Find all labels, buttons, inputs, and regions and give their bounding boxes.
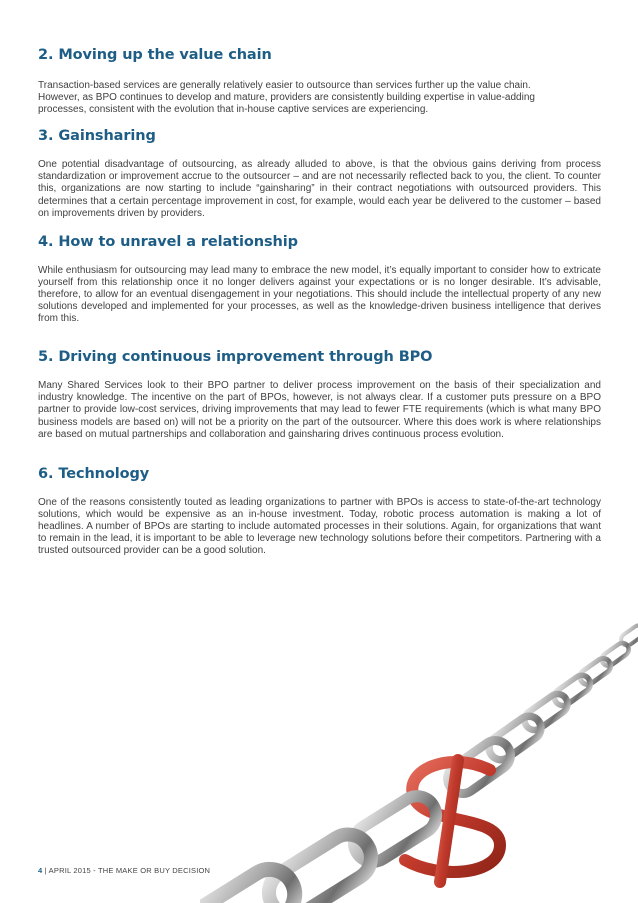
section-moving-up-value-chain bbox=[38, 47, 601, 116]
section-heading: 5. Driving continuous improvement through BPO bbox=[38, 349, 433, 366]
section-heading: 2. Moving up the value chain bbox=[38, 47, 272, 63]
section-heading: 4. How to unravel a relationship bbox=[38, 233, 298, 250]
page-footer bbox=[38, 866, 210, 875]
section-paragraph: Many Shared Services look to their BPO partner to deliver process improvement on the basis of their specialization and industry knowledge. The incentive on the part of BPOs, however, is not always clear. If a customer puts pressure on a BPO partner to provide low-cost services, driving improvements that may lead to fewer FTE requirements (which is what many BPO business models are based on) will not be a priority on the part of the outsourcer. Where this does work is where relationships are based on mutual partnerships and collaboration and gainsharing drives continuous process evolution. bbox=[38, 380, 601, 440]
section-paragraph: Transaction-based services are generally relatively easier to outsource than services further up the value chain. However, as BPO continues to develop and mature, providers are consistently building expertise in value-adding processes, consistent with the evolution that in-house captive services are experiencing. bbox=[38, 80, 535, 116]
section-heading: 3. Gainsharing bbox=[38, 128, 156, 145]
section-paragraph: While enthusiasm for outsourcing may lead many to embrace the new model, it’s equally important to consider how to extricate yourself from this relationship once it no longer delivers against your expectations or is no longer desirable. It’s advisable, therefore, to allow for an eventual disengagement in your negotiations. This should include the intellectual property of any new solutions developed and implemented for your processes, as well as the knowledge-driven business intelligence that derives from this. bbox=[38, 264, 601, 325]
section-continuous-improvement bbox=[38, 349, 601, 440]
chain-link-icon bbox=[442, 623, 638, 799]
section-gainsharing bbox=[38, 128, 601, 219]
page-number: 4 bbox=[38, 866, 43, 875]
section-paragraph: One of the reasons consistently touted as leading organizations to partner with BPOs is access to state-of-the-art technology solutions, which would be expensive as an in-house investment. Today, robotic process automation is making a lot of headlines. A number of BPOs are starting to include automated processes in their solutions. Again, for organizations that want to remain in the lead, it is important to be able to leverage new technology solutions before their competitors. Partnering with a trusted outsourced provider can be a good solution. bbox=[38, 496, 601, 557]
footer-text: | APRIL 2015 - THE MAKE OR BUY DECISION bbox=[42, 866, 211, 875]
article-body bbox=[38, 47, 601, 557]
section-heading: 6. Technology bbox=[38, 465, 150, 482]
section-paragraph: One potential disadvantage of outsourcing, as already alluded to above, is that the obvious gains deriving from process standardization or improvement accrue to the outsourcer – and are not necessarily reflected back to you, the client. To counter this, organizations are now starting to include “gainsharing” in their contract negotiations with outsourced providers. This determines that a certain percentage improvement in cost, for example, would each year be delivered to the customer – based on improvements driven by providers. bbox=[38, 159, 601, 219]
chain-link-icon bbox=[200, 789, 443, 903]
chain-with-dollar-link-illustration bbox=[200, 620, 638, 903]
section-unravel-relationship bbox=[38, 234, 601, 325]
section-technology bbox=[38, 466, 601, 557]
